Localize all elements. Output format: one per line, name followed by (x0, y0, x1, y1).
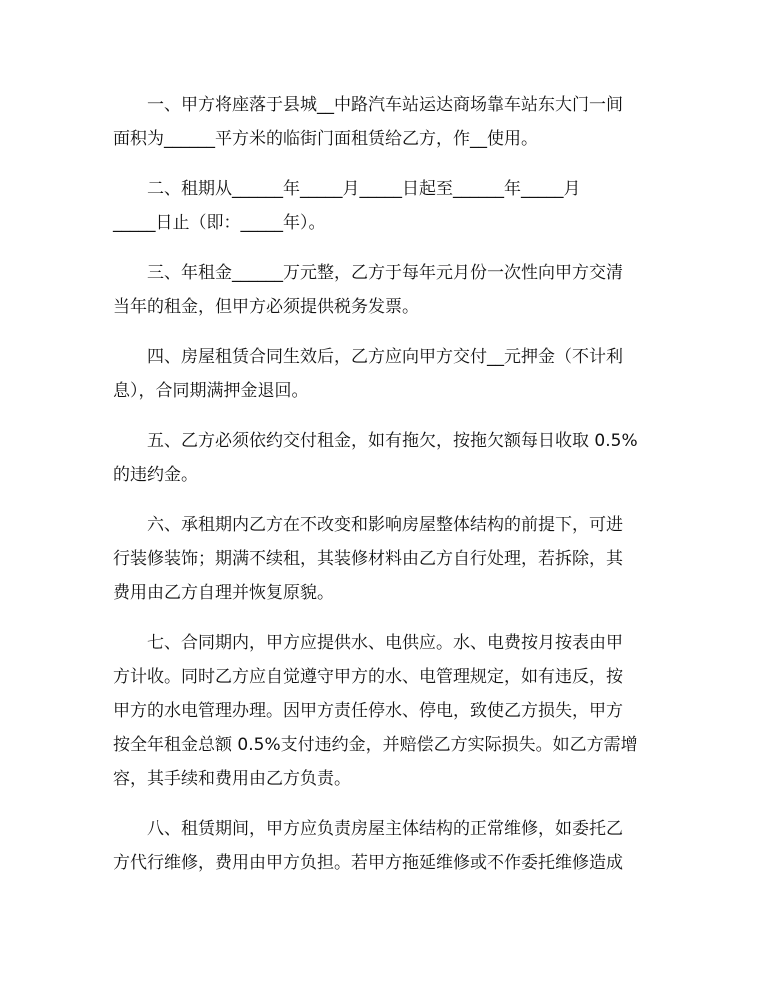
clause-text-line: 容，其手续和费用由乙方负责。 (113, 769, 351, 789)
clause-paragraph-6 (113, 508, 663, 610)
clause-paragraph-3 (113, 256, 663, 324)
clause-paragraph-2 (113, 172, 663, 240)
clause-text-line: _____日止（即：_____年）。 (113, 213, 326, 233)
clause-text-line: 七、合同期内，甲方应提供水、电供应。水、电费按月按表由甲 (147, 633, 623, 653)
clause-text-line: 方代行维修，费用由甲方负担。若甲方拖延维修或不作委托维修造成 (113, 853, 623, 873)
document-body (113, 88, 663, 896)
clause-text-line: 面积为______平方米的临街门面租赁给乙方，作__使用。 (113, 129, 538, 149)
clause-text-line: 方计收。同时乙方应自觉遵守甲方的水、电管理规定，如有违反，按 (113, 667, 623, 687)
clause-text-line: 五、乙方必须依约交付租金，如有拖欠，按拖欠额每日收取 0.5% (147, 431, 638, 451)
clause-text-line: 八、租赁期间，甲方应负责房屋主体结构的正常维修，如委托乙 (147, 819, 623, 839)
clause-text-line: 按全年租金总额 0.5%支付违约金，并赔偿乙方实际损失。如乙方需增 (113, 735, 638, 755)
clause-text-line: 三、年租金______万元整，乙方于每年元月份一次性向甲方交清 (147, 263, 623, 283)
clause-text-line: 当年的租金，但甲方必须提供税务发票。 (113, 297, 419, 317)
clause-text-line: 一、甲方将座落于县城__中路汽车站运达商场靠车站东大门一间 (147, 95, 623, 115)
clause-text-line: 六、承租期内乙方在不改变和影响房屋整体结构的前提下，可进 (147, 515, 623, 535)
clause-text-line: 行装修装饰；期满不续租，其装修材料由乙方自行处理，若拆除，其 (113, 549, 623, 569)
clause-paragraph-5 (113, 424, 663, 492)
clause-paragraph-8 (113, 812, 663, 880)
clause-text-line: 的违约金。 (113, 465, 198, 485)
clause-text-line: 费用由乙方自理并恢复原貌。 (113, 583, 334, 603)
clause-text-line: 息），合同期满押金退回。 (113, 381, 309, 401)
clause-text-line: 二、租期从______年_____月_____日起至______年_____月 (147, 179, 581, 199)
clause-paragraph-7 (113, 626, 663, 796)
clause-paragraph-4 (113, 340, 663, 408)
clause-text-line: 甲方的水电管理办理。因甲方责任停水、停电，致使乙方损失，甲方 (113, 701, 623, 721)
clause-paragraph-1 (113, 88, 663, 156)
clause-text-line: 四、房屋租赁合同生效后，乙方应向甲方交付__元押金（不计利 (147, 347, 623, 367)
